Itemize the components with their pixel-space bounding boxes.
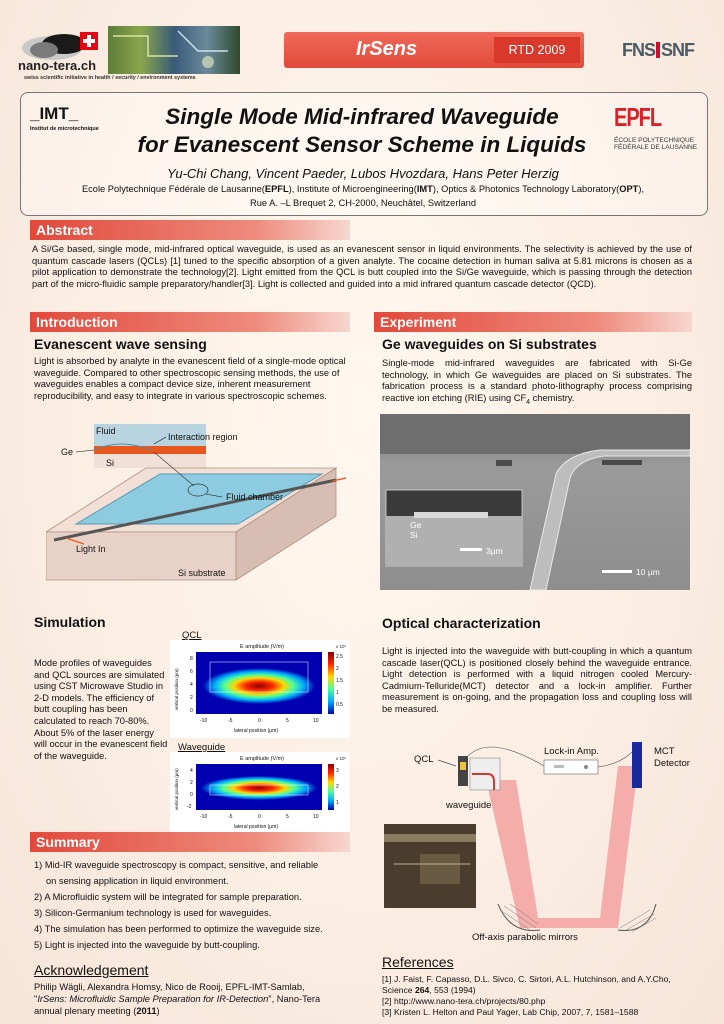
wg-xtick: 10	[313, 814, 319, 820]
sem-image	[380, 414, 690, 590]
logo-text: nano-tera.ch	[18, 58, 97, 73]
qcl-plot-title: E amplitude (V/m)	[240, 644, 285, 650]
interaction-label: Interaction region	[168, 432, 238, 442]
ack-line2-rest: , Nano-Tera	[271, 994, 321, 1004]
qcl-cbar-tick: 1.5	[336, 678, 343, 684]
setup-photo-band	[384, 834, 476, 842]
optical-heading: Optical characterization	[382, 615, 541, 631]
ack-year: 2011	[136, 1006, 157, 1016]
waveguide-plot-label: Waveguide	[178, 742, 226, 753]
sem-scale-small: 3μm	[486, 546, 503, 556]
wg-mode-spot	[201, 776, 317, 800]
experiment-text	[382, 358, 692, 408]
imt-logo	[30, 104, 108, 142]
wg-xtick: -5	[228, 814, 233, 820]
summary-item: 5) Light is injected into the waveguide by butt-coupling.	[34, 940, 260, 950]
wg-cbar-tick: 2	[336, 784, 339, 790]
qcl-mode-spot	[203, 668, 315, 704]
lockin-amp	[544, 760, 598, 774]
wg-ytick: 4	[190, 768, 193, 774]
wg-xtick: -10	[200, 814, 208, 820]
qcl-cbar-tick: 0.5	[336, 702, 343, 708]
wg-ytick: 0	[190, 792, 193, 798]
si-label: Si	[106, 458, 115, 468]
abstract-heading: Abstract	[30, 220, 350, 240]
affiliation-line1: Ecole Polytechnique Fédérale de Lausanne(EPFL), Institute of Microengineering(IMT), Optics & Photonics Technology Laboratory(OPT),	[81, 184, 645, 194]
qcl-xtick: -10	[200, 718, 208, 724]
acknowledgement-line3	[34, 1006, 160, 1018]
sem-inset-ge	[414, 512, 488, 518]
light-in-label: Light In	[76, 544, 106, 554]
qcl-xtick: 5	[286, 718, 289, 724]
sem-scale-large-bar	[602, 570, 632, 573]
qcl-mode-plot	[170, 640, 350, 738]
epfl-logo-line1: ÉCOLE POLYTECHNIQUE	[614, 137, 695, 144]
summary-item: 2) A Microfluidic system will be integrated for sample preparation.	[34, 892, 302, 902]
wg-xtick: 0	[258, 814, 261, 820]
imt-logo-text: _IMT_	[30, 104, 79, 123]
cable-mct	[598, 752, 632, 767]
summary-item: 3) Silicon-Germanium technology is used for waveguides.	[34, 908, 272, 918]
acknowledgement-heading: Acknowledgement	[34, 962, 149, 978]
mct-detector	[632, 742, 642, 788]
imt-logo-subtitle: Institut de microtechnique	[30, 126, 99, 132]
evanescent-heading: Evanescent wave sensing	[34, 336, 207, 352]
qcl-ytick: 6	[190, 669, 193, 675]
qcl-ylabel: vertical position (μm)	[174, 668, 179, 710]
reference-2: [2] http://www.nano-tera.ch/projects/80.php	[382, 996, 546, 1006]
qcl-ytick: 4	[190, 682, 193, 688]
mirror-right	[618, 904, 656, 930]
ack-project-title: IrSens: Microfluidic Sample Preparation for IR-Detection	[37, 994, 269, 1004]
snf-logo: SNF	[661, 40, 694, 60]
epfl-logo	[614, 104, 698, 151]
mirror-right-hatch	[620, 910, 656, 932]
waveguide-label: waveguide	[446, 800, 492, 811]
qcl-xtick: 10	[313, 718, 319, 724]
sem-marker-right	[602, 460, 642, 465]
circuit-image-icon	[108, 26, 240, 74]
wg-xlabel: lateral position (μm)	[234, 824, 279, 830]
qcl-plot-label: QCL	[182, 630, 202, 641]
mct-label-2: Detector	[654, 758, 690, 769]
lockin-knob	[584, 765, 588, 769]
waveguide-mode-plot	[170, 752, 350, 832]
epfl-logo-line2: FÉDÉRALE DE LAUSANNE	[614, 144, 698, 151]
sem-scale-small-bar	[460, 548, 482, 551]
lockin-display	[554, 765, 564, 768]
qcl-colorbar	[328, 652, 334, 714]
qcl-cbar-tick: 2.5	[336, 654, 343, 660]
ack-line3-post: )	[156, 1006, 160, 1016]
project-banner	[284, 32, 584, 68]
wg-ytick: -2	[187, 804, 192, 810]
setup-photo-mount	[420, 854, 460, 884]
optical-text: Light is injected into the waveguide with butt-coupling in which a quantum cascade laser(QCL) is positioned closely behind the waveguide entrance. Light detection is performed with a liquid nitrogen cooled Mercury-Cadmium-Telluride(MCT) detector and a lock-in amplifier. Further measurement is on-going, and the propagation loss and coupling loss will be measured.	[382, 646, 692, 714]
evanescent-sensor-figure	[46, 420, 346, 598]
poster-title-line1: Single Mode Mid-infrared Waveguide	[165, 104, 559, 129]
ge-label: Ge	[61, 447, 74, 457]
lockin-label: Lock-in Amp.	[544, 746, 599, 757]
sem-top-band	[380, 414, 690, 454]
mirrors-label: Off-axis parabolic mirrors	[472, 932, 578, 942]
mct-label-1: MCT	[654, 746, 675, 757]
wg-cbar-tick: 1	[336, 800, 339, 806]
wg-cbar-exp: x 10⁷	[336, 756, 347, 761]
fns-logo: FNS	[622, 40, 655, 60]
wg-ytick: 2	[190, 780, 193, 786]
qcl-pointer	[438, 760, 456, 766]
experiment-text-main: Single-mode mid-infrared waveguides are fabricated with Si-Ge technology, in which Ge waveguides are placed on Si substrates. The fabrication process is a standard photo-lithography process comprising reactive ion etching (RIE) using CF	[382, 358, 692, 403]
poster-title-line2: for Evanescent Sensor Scheme in Liquids	[137, 132, 587, 157]
affiliation-line2: Rue A. –L Brequet 2, CH-2000, Neuchâtel, Switzerland	[249, 198, 476, 208]
reference-1a: [1] J. Faist, F. Capasso, D.L. Sivco, C. Sirtori, A.L. Hutchinson, and A.Y.Cho,	[382, 974, 671, 984]
sem-si-label: Si	[410, 530, 418, 540]
acknowledgement-line2: "IrSens: Microfluidic Sample Preparation for IR-Detection", Nano-Tera	[34, 994, 321, 1004]
experiment-text-sub: 4	[526, 398, 531, 406]
reference-1b-vol: 264	[414, 985, 430, 995]
abstract-text: A Si/Ge based, single mode, mid-infrared optical waveguide, is used as an evanescent sensor in liquid environments. The selectivity is achieved by the use of quantum cascade lasers (QCLs) [1] tuned to the specific absorption of a given analyte. The cocaine detection in human saliva at 5.81 microns is chosen as a pilot application to demonstrate the technology[2]. Light emitted from the QCL is butt coupled into the Si/Ge waveguide, which is passing through the detection part of the micro-fluidic sample preparatory/handler[3]. Light is collected and guided into a mid infrared quantum cascade detector (QCD).	[32, 244, 692, 289]
references-heading: References	[382, 954, 454, 970]
reference-1b-pre: Science	[382, 985, 415, 995]
header-photo-strip	[108, 26, 240, 74]
ack-line3-pre: annual plenary meeting (	[34, 1006, 137, 1016]
epfl-logo-text: EPFL	[614, 104, 662, 133]
qcl-cbar-tick: 1	[336, 690, 339, 696]
sem-marker-left	[496, 460, 512, 466]
introduction-text: Light is absorbed by analyte in the evanescent field of a single-mode optical waveguide. Compared to other spectroscopic sensing methods, the use of waveguides enables a compact device size, inherent measurement reproducibility, and easy to integrate in various spectroscopic schemes.	[34, 356, 346, 401]
qcl-ytick: 2	[190, 695, 193, 701]
qcl-cbar-exp: x 10⁷	[336, 644, 347, 649]
optical-setup-figure	[380, 734, 702, 942]
experiment-heading: Experiment	[374, 312, 692, 332]
wg-plot-title: E amplitude (V/m)	[240, 756, 285, 762]
logo-subtitle: swiss scientific initiative in health / security / environment systems	[24, 75, 196, 81]
rtd-badge: RTD 2009	[494, 37, 580, 63]
reference-1b	[382, 985, 476, 996]
qcl-body	[458, 756, 468, 786]
nano-tera-logo	[14, 26, 110, 80]
summary-item: 4) The simulation has been performed to optimize the waveguide size.	[34, 924, 323, 934]
wg-colorbar	[328, 764, 334, 810]
summary-item: 1) Mid-IR waveguide spectroscopy is compact, sensitive, and reliable	[34, 860, 319, 870]
sem-inset-si	[386, 516, 522, 566]
reference-3: [3] Kristen L. Helton and Paul Yager, Lab Chip, 2007, 7, 1581–1588	[382, 1007, 639, 1017]
experiment-text-end: chemistry.	[530, 392, 575, 403]
qcl-ytick: 0	[190, 708, 193, 714]
qcl-xtick: 0	[258, 718, 261, 724]
simulation-text: Mode profiles of waveguides and QCL sources are simulated using CST Microwave Studio in 2-D models. The efficiency of butt coupling has been calculated to reach 70-80%. About 5% of the laser energy will occur in the evanescent field of the waveguide.	[34, 658, 168, 761]
qcl-xlabel: lateral position (μm)	[234, 728, 279, 734]
qcl-ytick: 8	[190, 656, 193, 662]
summary-heading: Summary	[30, 832, 350, 852]
authors: Yu-Chi Chang, Vincent Paeder, Lubos Hvozdara, Hans Peter Herzig	[167, 166, 559, 181]
ge-waveguides-heading: Ge waveguides on Si substrates	[382, 336, 597, 352]
si-substrate-label: Si substrate	[178, 568, 226, 578]
reference-1b-post: , 553 (1994)	[429, 985, 476, 995]
summary-item: on sensing application in liquid environment.	[46, 876, 229, 886]
beam-path	[486, 766, 638, 928]
logo-divider	[656, 42, 660, 58]
qcl-label: QCL	[414, 754, 434, 765]
wg-xtick: 5	[286, 814, 289, 820]
simulation-heading: Simulation	[34, 614, 106, 630]
qcl-chip	[460, 762, 466, 770]
introduction-heading: Introduction	[30, 312, 350, 332]
sem-ge-label: Ge	[410, 520, 422, 530]
wg-ylabel: vertical position (μm)	[174, 768, 179, 810]
qcl-cbar-tick: 2	[336, 666, 339, 672]
fluid-label: Fluid	[96, 426, 116, 436]
acknowledgement-line1: Philip Wägli, Alexandra Homsy, Nico de Rooij, EPFL-IMT-Samlab,	[34, 982, 305, 992]
fns-snf-logo	[622, 40, 694, 61]
ge-pointer	[76, 450, 94, 452]
qcl-xtick: -5	[228, 718, 233, 724]
fluid-chamber-label: Fluid chamber	[226, 492, 284, 502]
wg-cbar-tick: 3	[336, 768, 339, 774]
project-title: IrSens	[356, 38, 418, 60]
sem-scale-large: 10 μm	[636, 567, 660, 577]
